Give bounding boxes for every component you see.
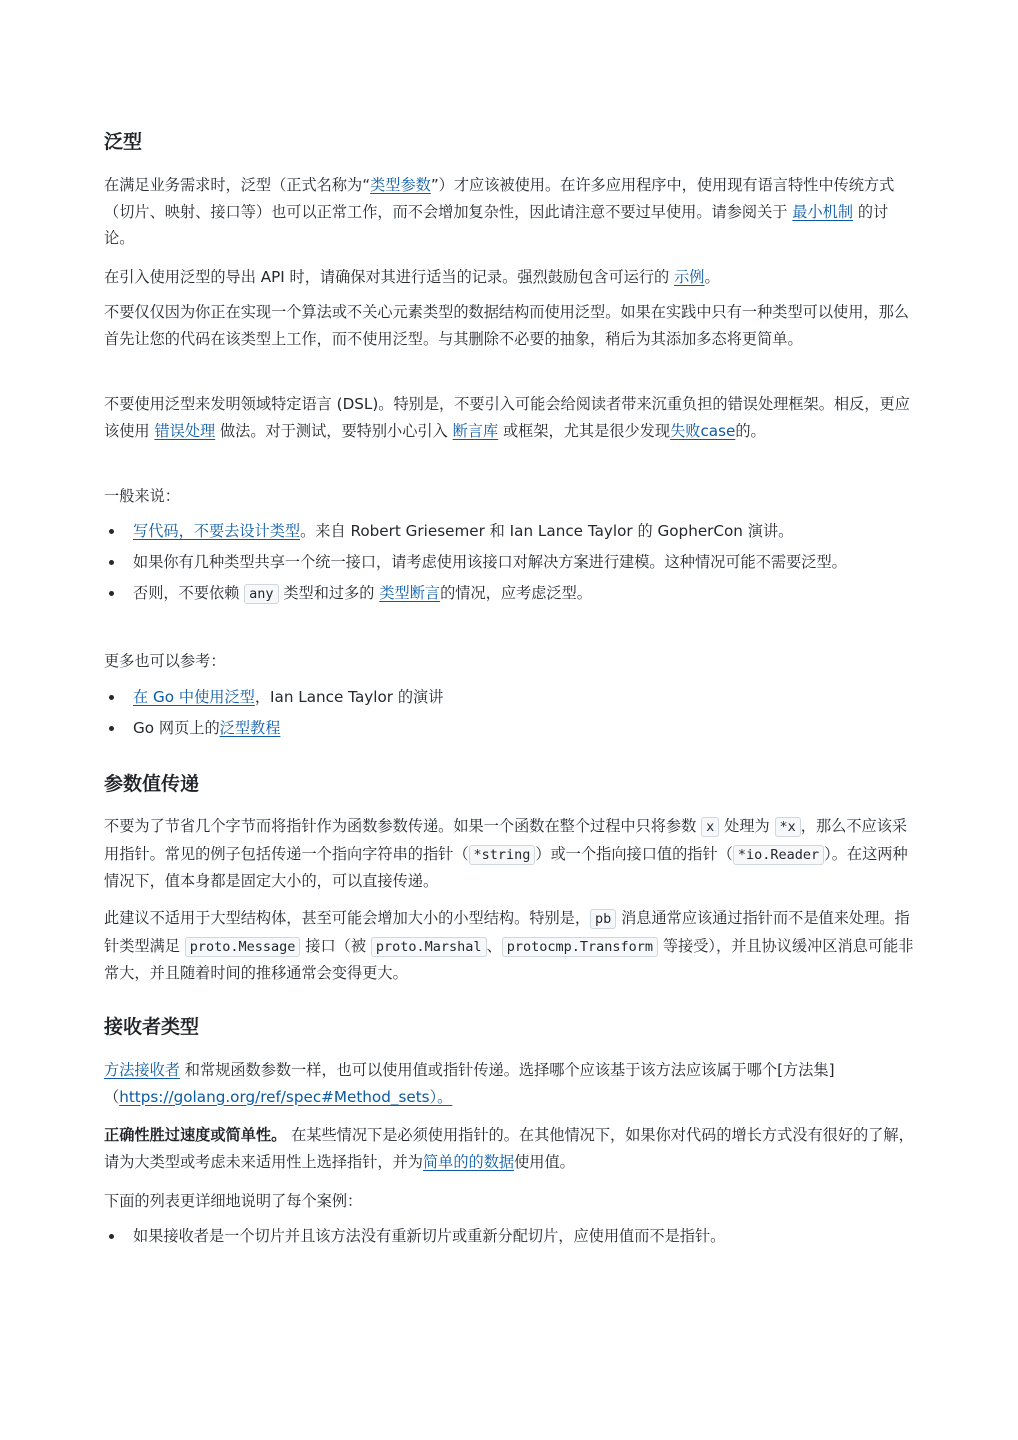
list-item: 在 Go 中使用泛型，Ian Lance Taylor 的演讲 — [104, 686, 914, 708]
code-proto-marshal: proto.Marshal — [371, 937, 487, 957]
generics-tutorial-link[interactable]: 泛型教程 — [219, 719, 281, 737]
more-reference-list — [104, 686, 914, 748]
list-item: 如果接收者是一个切片并且该方法没有重新切片或重新分配切片，应使用值而不是指针。 — [104, 1225, 914, 1247]
simple-data-link[interactable]: 简单的的数据 — [422, 1152, 515, 1171]
pass-values-paragraph-1: 不要为了节省几个字节而将指针作为函数参数传递。如果一个函数在整个过程中只将参数 x 处理为 *x ，那么不应该采用指针。常见的例子包括传递一个指向字符串的指针（ *string ）或一个指向接口值的指针（ *io.Reader ）。在这两种情况下，值本身都是固定大小的，可以直接传递。 — [104, 817, 908, 890]
type-assertion-link[interactable]: 类型断言 — [379, 584, 441, 602]
failure-case-link[interactable]: 失败case — [670, 421, 736, 440]
more-reference-label: 更多也可以参考： — [104, 652, 226, 670]
list-item: 否则，不要依赖 any 类型和过多的 类型断言的情况，应考虑泛型。 — [104, 582, 914, 605]
type-parameters-link[interactable]: 类型参数 — [370, 176, 431, 194]
code-pointer-string: *string — [469, 845, 536, 865]
general-label: 一般来说： — [104, 487, 180, 505]
list-item: Go 网页上的泛型教程 — [104, 717, 914, 739]
error-handling-link[interactable]: 错误处理 — [154, 421, 216, 440]
receiver-paragraph-3: 下面的列表更详细地说明了每个案例： — [104, 1192, 363, 1210]
examples-link[interactable]: 示例 — [674, 268, 705, 286]
generics-paragraph-4: 不要使用泛型来发明领域特定语言 (DSL)。特别是，不要引入可能会给阅读者带来沉重负担的错误处理框架。相反，更应该使用 错误处理 做法。对于测试，要特别小心引入 断言库 或框架，尤其是很少发现失败case的。 — [104, 395, 910, 440]
code-protocmp-transform: protocmp.Transform — [502, 937, 658, 957]
generics-paragraph-3: 不要仅仅因为你正在实现一个算法或不关心元素类型的数据结构而使用泛型。如果在实践中只有一种类型可以使用，那么首先让您的代码在该类型上工作，而不使用泛型。与其删除不必要的抽象，稍后为其添加多态将更简单。 — [104, 303, 909, 348]
method-receiver-link[interactable]: 方法接收者 — [104, 1061, 180, 1079]
section-heading-generics: 泛型 — [104, 131, 143, 153]
code-x: x — [701, 817, 719, 837]
receiver-paragraph-1: 方法接收者 和常规函数参数一样，也可以使用值或指针传递。选择哪个应该基于该方法应该属于哪个[方法集]（https://golang.org/ref/spec#Method_sets）。 — [104, 1061, 835, 1106]
method-sets-link[interactable]: https://golang.org/ref/spec#Method_sets）。 — [119, 1087, 453, 1106]
generics-advice-list — [104, 520, 914, 614]
pass-values-paragraph-2: 此建议不适用于大型结构体，甚至可能会增加大小的小型结构。特别是， pb 消息通常应该通过指针而不是值来处理。指针类型满足 proto.Message 接口（被 proto.Marshal 、 protocmp.Transform 等接受），并且协议缓冲区消息可能非常大，并且随着时间的推移通常会变得更大。 — [104, 909, 914, 982]
generics-paragraph-1: 在满足业务需求时，泛型（正式名称为“类型参数”）才应该被使用。在许多应用程序中，使用现有语言特性中传统方式（切片、映射、接口等）也可以正常工作，而不会增加复杂性，因此请注意不要过早使用。请参阅关于 最小机制 的讨论。 — [104, 176, 895, 247]
code-proto-message: proto.Message — [185, 937, 301, 957]
using-generics-in-go-link[interactable]: 在 Go 中使用泛型 — [133, 688, 255, 706]
code-any: any — [244, 584, 278, 604]
receiver-cases-list — [104, 1225, 914, 1256]
bold-lead: 正确性胜过速度或简单性。 — [104, 1126, 287, 1144]
section-heading-pass-values: 参数值传递 — [104, 773, 200, 795]
write-code-not-types-link[interactable]: 写代码，不要去设计类型 — [133, 522, 301, 540]
generics-paragraph-2: 在引入使用泛型的导出 API 时，请确保对其进行适当的记录。强烈鼓励包含可运行的 示例。 — [104, 268, 720, 286]
receiver-paragraph-2: 正确性胜过速度或简单性。 在某些情况下是必须使用指针的。在其他情况下，如果你对代码的增长方式没有很好的了解，请为大类型或考虑未来适用性上选择指针，并为简单的的数据使用值。 — [104, 1126, 914, 1171]
least-mechanism-link[interactable]: 最小机制 — [792, 202, 854, 221]
assertion-library-link[interactable]: 断言库 — [452, 421, 499, 440]
code-pointer-io-reader: *io.Reader — [733, 845, 824, 865]
list-item: 如果你有几种类型共享一个统一接口，请考虑使用该接口对解决方案进行建模。这种情况可能不需要泛型。 — [104, 551, 914, 573]
code-pb: pb — [590, 909, 616, 929]
section-heading-receiver-type: 接收者类型 — [104, 1016, 200, 1038]
list-item: 写代码，不要去设计类型。来自 Robert Griesemer 和 Ian Lance Taylor 的 GopherCon 演讲。 — [104, 520, 914, 542]
code-pointer-x: *x — [775, 817, 801, 837]
